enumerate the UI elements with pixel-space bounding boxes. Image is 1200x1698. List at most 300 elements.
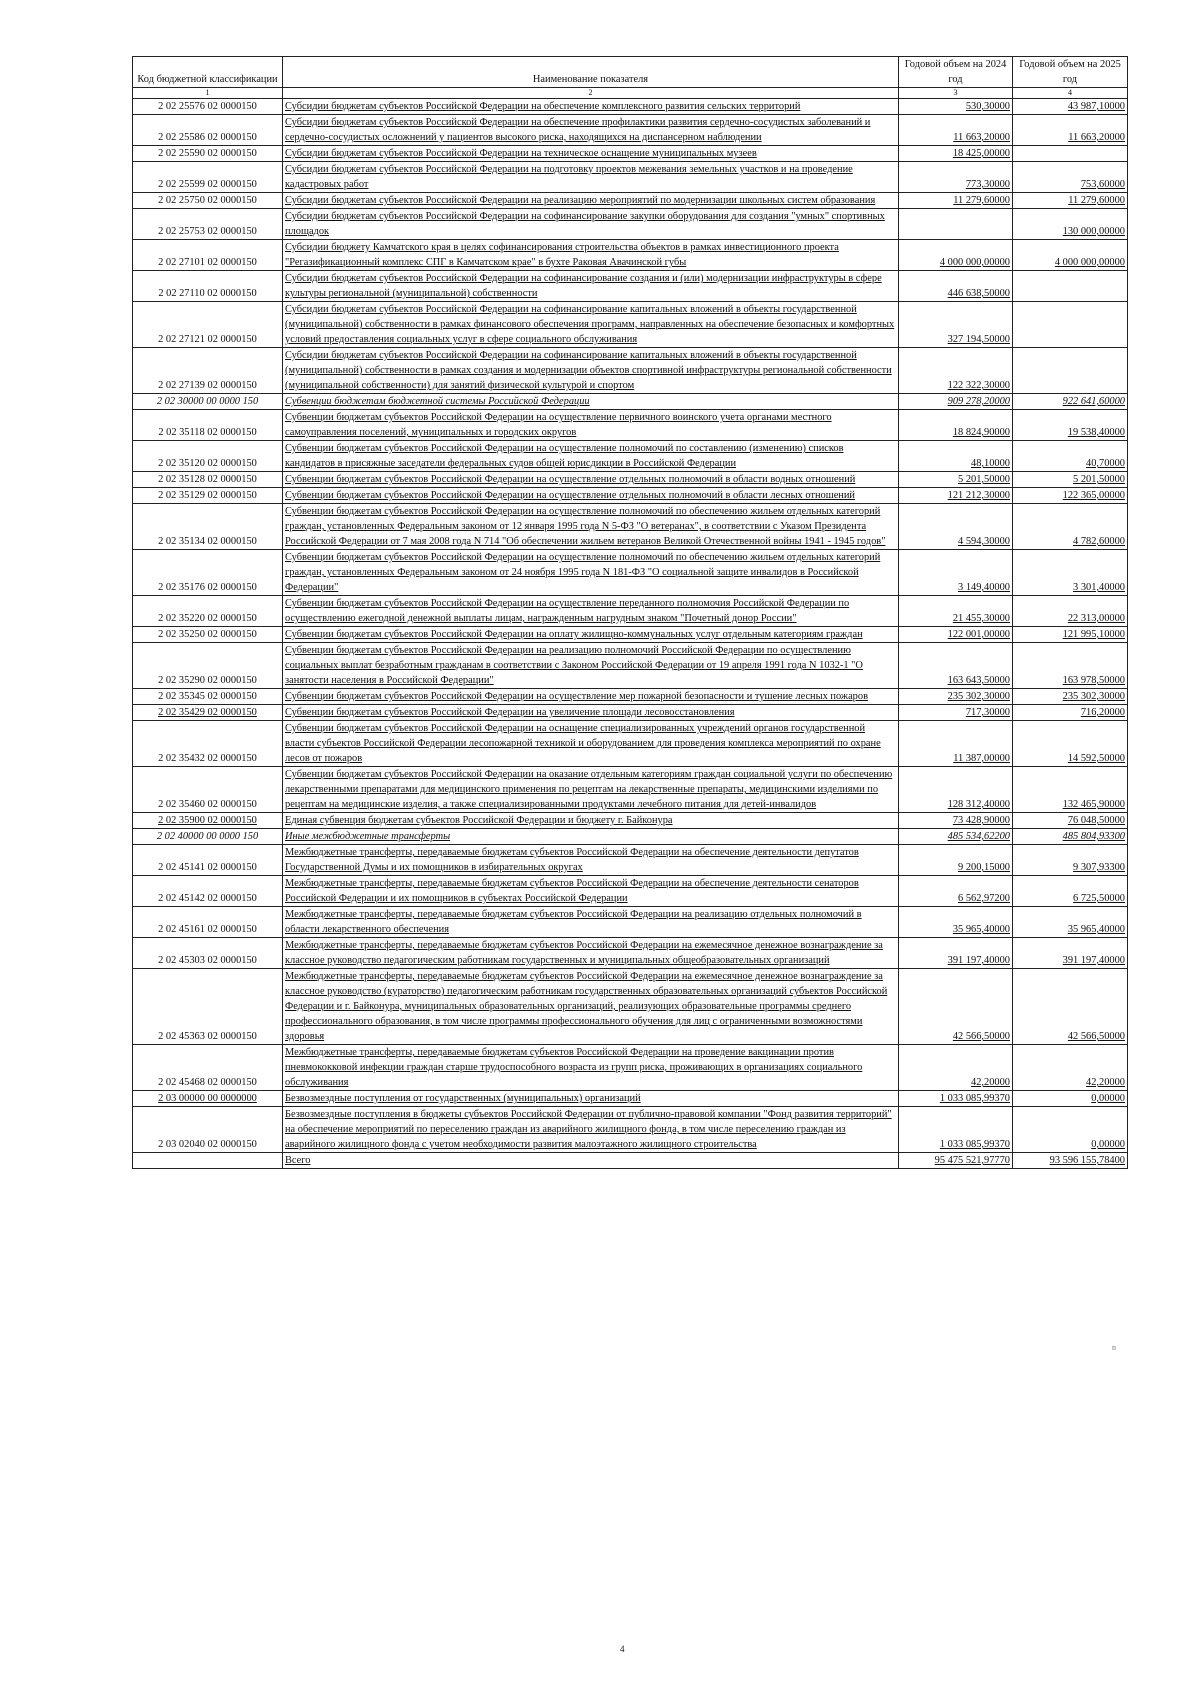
row-name-text: Субвенции бюджетам субъектов Российской Федерации на осуществление полномочий по составлению (изменению) списков кандидатов в присяжные заседатели федеральных судов общей юрисдикции в Российской Федерации — [285, 443, 844, 469]
row-code-cell — [133, 162, 283, 193]
row-2024-cell — [899, 705, 1013, 721]
row-2024-cell — [899, 302, 1013, 348]
row-2024-text: 73 428,90000 — [952, 815, 1010, 826]
row-code-cell — [133, 876, 283, 907]
table-row — [133, 845, 1128, 876]
row-2024-cell — [899, 813, 1013, 829]
row-code-text: 2 02 27121 02 0000150 — [158, 334, 257, 345]
row-code-cell — [133, 115, 283, 146]
row-name-cell — [283, 907, 899, 938]
row-2024-text: 773,30000 — [965, 179, 1010, 190]
row-2025-text: 5 201,50000 — [1073, 474, 1125, 485]
row-code-cell — [133, 1153, 283, 1169]
row-2025-text: 4 782,60000 — [1073, 536, 1125, 547]
row-name-text: Субсидии бюджетам субъектов Российской Федерации на софинансирование капитальных вложений в объекты государственной (муниципальной) собственности в рамках создания и модернизации объектов спортивной инфраструктуры региональной собственности (муниципальной собственности) для занятий физической культурой и спортом — [285, 350, 892, 391]
row-name-text: Субсидии бюджетам субъектов Российской Федерации на техническое оснащение муниципальных музеев — [285, 148, 757, 159]
row-name-text: Субсидии бюджетам субъектов Российской Федерации на обеспечение комплексного развития сельских территорий — [285, 101, 801, 112]
row-2024-text: 35 965,40000 — [952, 924, 1010, 935]
row-2025-text: 11 663,20000 — [1068, 132, 1125, 143]
row-code-text: 2 02 45468 02 0000150 — [158, 1077, 257, 1088]
column-number-3: 3 — [899, 88, 1013, 99]
row-2025-cell — [1013, 876, 1128, 907]
budget-table — [132, 56, 1128, 1169]
row-2024-text: 6 562,97200 — [958, 893, 1010, 904]
row-2024-text: 11 387,00000 — [953, 753, 1010, 764]
row-2024-text: 327 194,50000 — [947, 334, 1010, 345]
table-header-row — [133, 57, 1128, 88]
row-code-text: 2 02 45141 02 0000150 — [158, 862, 257, 873]
row-2025-cell — [1013, 441, 1128, 472]
row-2025-cell — [1013, 721, 1128, 767]
row-2025-text: 93 596 155,78400 — [1049, 1155, 1125, 1166]
row-name-text: Субсидии бюджету Камчатского края в целях софинансирования строительства объектов в рамках инвестиционного проекта "Регазификационный комплекс СПГ в Камчатском крае" в бухте Раковая Авачинской губы — [285, 242, 839, 268]
table-row — [133, 271, 1128, 302]
row-2025-cell — [1013, 162, 1128, 193]
row-name-cell — [283, 271, 899, 302]
row-code-text: 2 02 25590 02 0000150 — [158, 148, 257, 159]
row-name-text: Субвенции бюджетам субъектов Российской Федерации на осуществление отдельных полномочий в области водных отношений — [285, 474, 856, 485]
row-name-cell — [283, 829, 899, 845]
row-2025-cell — [1013, 348, 1128, 394]
row-name-cell — [283, 550, 899, 596]
row-name-text: Межбюджетные трансферты, передаваемые бюджетам субъектов Российской Федерации на реализацию отдельных полномочий в области лекарственного обеспечения — [285, 909, 862, 935]
row-code-text: 2 02 27101 02 0000150 — [158, 257, 257, 268]
row-2024-text: 446 638,50000 — [947, 288, 1010, 299]
row-name-text: Межбюджетные трансферты, передаваемые бюджетам субъектов Российской Федерации на ежемесячное денежное вознаграждение за классное руководство (кураторство) педагогическим работникам государственных образовательных организаций субъектов Российской Федерации и г. Байконура, муниципальных образовательных организаций, реализующих образовательные программы среднего профессионального образования, в том числе программы профессионального обучения для лиц с ограниченными возможностями здоровья — [285, 971, 888, 1042]
row-2024-text: 121 212,30000 — [947, 490, 1010, 501]
row-2025-cell — [1013, 969, 1128, 1045]
row-code-text: 2 02 27139 02 0000150 — [158, 380, 257, 391]
row-2025-text: 0,00000 — [1091, 1139, 1125, 1150]
row-2025-cell — [1013, 689, 1128, 705]
row-name-text: Субсидии бюджетам субъектов Российской Федерации на софинансирование закупки оборудования для создания "умных" спортивных площадок — [285, 211, 885, 237]
row-name-cell — [283, 689, 899, 705]
row-2025-cell — [1013, 938, 1128, 969]
row-2024-text: 42 566,50000 — [952, 1031, 1010, 1042]
table-row — [133, 627, 1128, 643]
row-name-text: Межбюджетные трансферты, передаваемые бюджетам субъектов Российской Федерации на проведение вакцинации против пневмококковой инфекции граждан старше трудоспособного возраста из групп риска, проживающих в организациях социального обслуживания — [285, 1047, 863, 1088]
row-code-cell — [133, 504, 283, 550]
row-2025-text: 43 987,10000 — [1067, 101, 1125, 112]
page-number: 4 — [620, 1644, 625, 1654]
row-2025-cell — [1013, 146, 1128, 162]
table-row — [133, 472, 1128, 488]
row-2025-cell — [1013, 1045, 1128, 1091]
row-name-text: Субвенции бюджетам субъектов Российской Федерации на увеличение площади лесовосстановления — [285, 707, 735, 718]
row-name-cell — [283, 596, 899, 627]
row-2024-cell — [899, 907, 1013, 938]
table-row — [133, 767, 1128, 813]
row-code-text: 2 02 35118 02 0000150 — [158, 427, 257, 438]
row-2024-text: 717,30000 — [965, 707, 1010, 718]
row-2024-cell — [899, 1045, 1013, 1091]
row-2025-text: 716,20000 — [1080, 707, 1125, 718]
row-2025-cell — [1013, 209, 1128, 240]
row-code-cell — [133, 689, 283, 705]
row-code-cell — [133, 705, 283, 721]
row-name-cell — [283, 240, 899, 271]
row-code-cell — [133, 410, 283, 441]
row-2024-text: 530,30000 — [965, 101, 1010, 112]
row-name-cell — [283, 813, 899, 829]
row-code-text: 2 02 30000 00 0000 150 — [156, 396, 259, 407]
row-name-text: Субвенции бюджетам бюджетной системы Российской Федерации — [285, 396, 590, 407]
row-2025-text: 163 978,50000 — [1062, 675, 1125, 686]
row-name-text: Субвенции бюджетам субъектов Российской Федерации на осуществление переданного полномочия Российской Федерации по осуществлению ежегодной денежной выплаты лицам, награжденным нагрудным знаком "Почетный донор России" — [285, 598, 850, 624]
row-name-text: Иные межбюджетные трансферты — [285, 831, 451, 842]
row-name-text: Единая субвенция бюджетам субъектов Российской Федерации и бюджету г. Байконура — [285, 815, 673, 826]
row-2024-cell — [899, 240, 1013, 271]
column-number-4: 4 — [1013, 88, 1128, 99]
row-name-cell — [283, 627, 899, 643]
row-code-text: 2 02 45363 02 0000150 — [158, 1031, 257, 1042]
row-2024-text: 18 425,00000 — [952, 148, 1010, 159]
table-row — [133, 348, 1128, 394]
row-code-cell — [133, 271, 283, 302]
table-row — [133, 209, 1128, 240]
table-body — [133, 99, 1128, 1169]
row-2025-cell — [1013, 627, 1128, 643]
row-2024-text: 48,10000 — [971, 458, 1010, 469]
row-2025-cell — [1013, 705, 1128, 721]
row-2024-cell — [899, 1091, 1013, 1107]
row-2025-text: 121 995,10000 — [1062, 629, 1125, 640]
row-name-cell — [283, 1107, 899, 1153]
row-2025-text: 130 000,00000 — [1062, 226, 1125, 237]
row-name-cell — [283, 146, 899, 162]
row-code-text: 2 02 35129 02 0000150 — [158, 490, 257, 501]
row-2025-cell — [1013, 410, 1128, 441]
row-name-cell — [283, 1045, 899, 1091]
row-code-cell — [133, 394, 283, 410]
table-row — [133, 721, 1128, 767]
row-name-text: Субвенции бюджетам субъектов Российской Федерации на оснащение специализированных учреждений органов государственной власти субъектов Российской Федерации лесопожарной техникой и оборудованием для проведения комплекса мероприятий по охране лесов от пожаров — [285, 723, 881, 764]
row-code-text: 2 02 35429 02 0000150 — [158, 707, 257, 718]
row-2025-text: 0,00000 — [1091, 1093, 1125, 1104]
row-code-cell — [133, 441, 283, 472]
table-row — [133, 1153, 1128, 1169]
row-code-cell — [133, 472, 283, 488]
row-2024-text: 163 643,50000 — [947, 675, 1010, 686]
row-2024-text: 128 312,40000 — [947, 799, 1010, 810]
row-name-text: Межбюджетные трансферты, передаваемые бюджетам субъектов Российской Федерации на ежемесячное денежное вознаграждение за классное руководство педагогическим работникам государственных и муниципальных общеобразовательных организаций — [285, 940, 883, 966]
row-2024-cell — [899, 209, 1013, 240]
row-name-cell — [283, 302, 899, 348]
row-2024-cell — [899, 969, 1013, 1045]
row-2024-cell — [899, 550, 1013, 596]
row-2025-text: 3 301,40000 — [1073, 582, 1125, 593]
header-2024-column: Годовой объем на 2024 год — [899, 57, 1013, 88]
row-2025-cell — [1013, 813, 1128, 829]
row-name-text: Межбюджетные трансферты, передаваемые бюджетам субъектов Российской Федерации на обеспечение деятельности сенаторов Российской Федерации и их помощников в субъектах Российской Федерации — [285, 878, 859, 904]
row-code-cell — [133, 1107, 283, 1153]
row-code-cell — [133, 488, 283, 504]
row-2025-cell — [1013, 488, 1128, 504]
row-code-cell — [133, 1045, 283, 1091]
table-row — [133, 938, 1128, 969]
row-2024-text: 5 201,50000 — [958, 474, 1010, 485]
row-2024-text: 21 455,30000 — [952, 613, 1010, 624]
header-code-column: Код бюджетной классификации — [133, 57, 283, 88]
row-2025-text: 42,20000 — [1086, 1077, 1125, 1088]
row-2024-cell — [899, 146, 1013, 162]
row-name-cell — [283, 1153, 899, 1169]
row-name-text: Субвенции бюджетам субъектов Российской Федерации на осуществление мер пожарной безопасности и тушение лесных пожаров — [285, 691, 868, 702]
table-row — [133, 488, 1128, 504]
table-row — [133, 410, 1128, 441]
row-name-cell — [283, 938, 899, 969]
row-2024-cell — [899, 643, 1013, 689]
row-code-cell — [133, 1091, 283, 1107]
row-name-cell — [283, 876, 899, 907]
row-2024-text: 122 001,00000 — [947, 629, 1010, 640]
table-row — [133, 705, 1128, 721]
row-code-cell — [133, 209, 283, 240]
row-code-text: 2 02 35128 02 0000150 — [158, 474, 257, 485]
row-2024-cell — [899, 627, 1013, 643]
row-code-text: 2 02 25599 02 0000150 — [158, 179, 257, 190]
row-2025-cell — [1013, 1107, 1128, 1153]
header-name-column: Наименование показателя — [283, 57, 899, 88]
row-2024-text: 1 033 085,99370 — [939, 1139, 1010, 1150]
row-2025-text: 11 279,60000 — [1068, 195, 1125, 206]
row-2024-cell — [899, 938, 1013, 969]
row-2024-text: 4 594,30000 — [958, 536, 1010, 547]
header-2025-column: Годовой объем на 2025 год — [1013, 57, 1128, 88]
table-row — [133, 596, 1128, 627]
table-row — [133, 1107, 1128, 1153]
row-name-cell — [283, 969, 899, 1045]
row-code-text: 2 02 25576 02 0000150 — [158, 101, 257, 112]
row-2025-cell — [1013, 596, 1128, 627]
table-row — [133, 1091, 1128, 1107]
table-row — [133, 504, 1128, 550]
row-code-cell — [133, 627, 283, 643]
row-code-text: 2 02 25753 02 0000150 — [158, 226, 257, 237]
table-row — [133, 394, 1128, 410]
row-name-text: Субсидии бюджетам субъектов Российской Федерации на подготовку проектов межевания земельных участков и на проведение кадастровых работ — [285, 164, 853, 190]
table-row — [133, 240, 1128, 271]
row-2025-cell — [1013, 1153, 1128, 1169]
row-name-cell — [283, 488, 899, 504]
row-2024-text: 9 200,15000 — [958, 862, 1010, 873]
row-2025-text: 122 365,00000 — [1062, 490, 1125, 501]
row-2024-text: 3 149,40000 — [958, 582, 1010, 593]
row-code-cell — [133, 938, 283, 969]
row-code-text: 2 02 35345 02 0000150 — [158, 691, 257, 702]
row-name-text: Субвенции бюджетам субъектов Российской Федерации на осуществление полномочий по обеспечению жильем отдельных категорий граждан, установленных Федеральным законом от 24 ноября 1995 года N 181-ФЗ "О социальной защите инвалидов в Российской Федерации" — [285, 552, 881, 593]
row-2025-cell — [1013, 99, 1128, 115]
row-code-text: 2 02 35176 02 0000150 — [158, 582, 257, 593]
row-2025-text: 22 313,00000 — [1067, 613, 1125, 624]
row-2025-cell — [1013, 767, 1128, 813]
table-row — [133, 441, 1128, 472]
table-row — [133, 813, 1128, 829]
row-2024-cell — [899, 1107, 1013, 1153]
row-code-text: 2 02 40000 00 0000 150 — [156, 831, 259, 842]
row-2024-text: 11 663,20000 — [953, 132, 1010, 143]
row-code-cell — [133, 907, 283, 938]
row-2025-cell — [1013, 302, 1128, 348]
row-2025-text: 132 465,90000 — [1062, 799, 1125, 810]
row-code-cell — [133, 813, 283, 829]
table-row — [133, 146, 1128, 162]
row-2025-text: 76 048,50000 — [1067, 815, 1125, 826]
row-code-text: 2 02 35900 02 0000150 — [158, 815, 257, 826]
row-2024-cell — [899, 721, 1013, 767]
row-name-text: Безвозмездные поступления в бюджеты субъектов Российской Федерации от публично-правовой компании "Фонд развития территорий" на обеспечение мероприятий по переселению граждан из аварийного жилищного фонда, в том числе переселению граждан из аварийного жилищного фонда с учетом необходимости развития малоэтажного жилищного строительства — [285, 1109, 892, 1150]
row-2024-cell — [899, 689, 1013, 705]
table-row — [133, 162, 1128, 193]
row-name-text: Субвенции бюджетам субъектов Российской Федерации на оказание отдельным категориям граждан социальной услуги по обеспечению лекарственными препаратами для медицинского применения по рецептам на лекарственные препараты, медицинскими изделиями по рецептам на медицинские изделия, а также специализированными продуктами лечебного питания для детей-инвалидов — [285, 769, 893, 810]
row-2024-cell — [899, 410, 1013, 441]
row-2025-text: 6 725,50000 — [1073, 893, 1125, 904]
row-name-cell — [283, 705, 899, 721]
row-2024-cell — [899, 394, 1013, 410]
row-name-cell — [283, 845, 899, 876]
row-code-cell — [133, 302, 283, 348]
row-2024-text: 11 279,60000 — [953, 195, 1010, 206]
row-2025-cell — [1013, 193, 1128, 209]
row-name-cell — [283, 162, 899, 193]
row-name-cell — [283, 643, 899, 689]
row-code-text: 2 03 00000 00 0000000 — [158, 1093, 257, 1104]
row-2025-cell — [1013, 240, 1128, 271]
row-2024-cell — [899, 472, 1013, 488]
row-name-text: Безвозмездные поступления от государственных (муниципальных) организаций — [285, 1093, 641, 1104]
row-code-cell — [133, 767, 283, 813]
row-code-text: 2 02 35290 02 0000150 — [158, 675, 257, 686]
row-2024-cell — [899, 162, 1013, 193]
row-code-cell — [133, 348, 283, 394]
table-row — [133, 99, 1128, 115]
row-name-cell — [283, 394, 899, 410]
table-row — [133, 550, 1128, 596]
row-code-cell — [133, 193, 283, 209]
row-code-text: 2 02 27110 02 0000150 — [158, 288, 257, 299]
row-2024-text: 391 197,40000 — [947, 955, 1010, 966]
row-2025-text: 42 566,50000 — [1067, 1031, 1125, 1042]
row-2024-cell — [899, 829, 1013, 845]
row-code-cell — [133, 550, 283, 596]
row-name-cell — [283, 1091, 899, 1107]
row-2025-text: 9 307,93300 — [1073, 862, 1125, 873]
row-name-cell — [283, 441, 899, 472]
row-name-text: Субвенции бюджетам субъектов Российской Федерации на оплату жилищно-коммунальных услуг отдельным категориям граждан — [285, 629, 863, 640]
row-code-text: 2 02 45142 02 0000150 — [158, 893, 257, 904]
row-2024-cell — [899, 596, 1013, 627]
row-2025-cell — [1013, 115, 1128, 146]
table-column-numbers-row — [133, 88, 1128, 99]
row-2025-cell — [1013, 394, 1128, 410]
table-row — [133, 829, 1128, 845]
row-2024-text: 909 278,20000 — [947, 396, 1010, 407]
row-2024-text: 4 000 000,00000 — [939, 257, 1010, 268]
row-name-text: Всего — [285, 1155, 311, 1166]
row-code-text: 2 02 35220 02 0000150 — [158, 613, 257, 624]
row-2024-cell — [899, 488, 1013, 504]
row-2024-cell — [899, 271, 1013, 302]
row-code-text: 2 02 35432 02 0000150 — [158, 753, 257, 764]
row-code-text: 2 03 02040 02 0000150 — [158, 1139, 257, 1150]
row-2025-cell — [1013, 1091, 1128, 1107]
table-row — [133, 689, 1128, 705]
row-2024-text: 1 033 085,99370 — [939, 1093, 1010, 1104]
row-name-text: Субсидии бюджетам субъектов Российской Федерации на реализацию мероприятий по модернизации школьных систем образования — [285, 195, 876, 206]
table-row — [133, 1045, 1128, 1091]
row-code-cell — [133, 829, 283, 845]
column-number-2: 2 — [283, 88, 899, 99]
row-2024-cell — [899, 767, 1013, 813]
row-name-cell — [283, 767, 899, 813]
row-name-cell — [283, 209, 899, 240]
row-2024-text: 95 475 521,97770 — [934, 1155, 1010, 1166]
column-number-1: 1 — [133, 88, 283, 99]
row-2024-cell — [899, 504, 1013, 550]
row-name-cell — [283, 348, 899, 394]
row-name-text: Субвенции бюджетам субъектов Российской Федерации на осуществление первичного воинского учета органами местного самоуправления поселений, муниципальных и городских округов — [285, 412, 832, 438]
row-2025-text: 391 197,40000 — [1062, 955, 1125, 966]
row-code-cell — [133, 721, 283, 767]
row-name-text: Межбюджетные трансферты, передаваемые бюджетам субъектов Российской Федерации на обеспечение деятельности депутатов Государственной Думы и их помощников в избирательных округах — [285, 847, 859, 873]
row-2025-cell — [1013, 845, 1128, 876]
row-code-cell — [133, 643, 283, 689]
row-name-cell — [283, 472, 899, 488]
row-2025-text: 19 538,40000 — [1067, 427, 1125, 438]
row-name-cell — [283, 193, 899, 209]
row-2025-cell — [1013, 907, 1128, 938]
row-2025-text: 4 000 000,00000 — [1054, 257, 1125, 268]
row-2025-cell — [1013, 829, 1128, 845]
row-name-text: Субвенции бюджетам субъектов Российской Федерации на осуществление полномочий по обеспечению жильем отдельных категорий граждан, установленных Федеральным законом от 12 января 1995 года N 5-ФЗ "О ветеранах", в соответствии с Указом Президента Российской Федерации от 7 мая 2008 года N 714 "Об обеспечении жильем ветеранов Великой Отечественной войны 1941 - 1945 годов" — [285, 506, 886, 547]
row-2025-text: 235 302,30000 — [1062, 691, 1125, 702]
row-name-text: Субсидии бюджетам субъектов Российской Федерации на софинансирование создания и (или) модернизации инфраструктуры в сфере культуры региональной (муниципальной) собственности — [285, 273, 882, 299]
row-2025-text: 485 804,93300 — [1062, 831, 1125, 842]
row-name-cell — [283, 115, 899, 146]
row-2025-cell — [1013, 271, 1128, 302]
row-code-text: 2 02 25586 02 0000150 — [158, 132, 257, 143]
row-name-text: Субсидии бюджетам субъектов Российской Федерации на софинансирование капитальных вложений в объекты государственной (муниципальной) собственности в рамках финансового обеспечения программ, направленных на обеспечение безопасных и комфортных условий предоставления социальных услуг в сфере социального обслуживания — [285, 304, 895, 345]
row-2024-cell — [899, 845, 1013, 876]
row-code-text: 2 02 35460 02 0000150 — [158, 799, 257, 810]
row-2024-cell — [899, 193, 1013, 209]
row-2024-cell — [899, 348, 1013, 394]
row-2024-text: 485 534,62200 — [947, 831, 1010, 842]
row-name-text: Субсидии бюджетам субъектов Российской Федерации на обеспечение профилактики развития сердечно-сосудистых заболеваний и сердечно-сосудистых осложнений у пациентов высокого риска, находящихся на диспансерном наблюдении — [285, 117, 871, 143]
row-name-text: Субвенции бюджетам субъектов Российской Федерации на реализацию полномочий Российской Федерации по осуществлению социальных выплат безработным гражданам в соответствии с Законом Российской Федерации от 19 апреля 1991 года N 1032-1 "О занятости населения в Российской Федерации" — [285, 645, 863, 686]
row-2024-cell — [899, 1153, 1013, 1169]
row-name-cell — [283, 410, 899, 441]
row-code-text: 2 02 25750 02 0000150 — [158, 195, 257, 206]
row-2024-text: 18 824,90000 — [952, 427, 1010, 438]
row-code-text: 2 02 35250 02 0000150 — [158, 629, 257, 640]
table-row — [133, 907, 1128, 938]
row-2025-cell — [1013, 504, 1128, 550]
row-name-cell — [283, 504, 899, 550]
row-2025-text: 35 965,40000 — [1067, 924, 1125, 935]
row-2025-text: 40,70000 — [1086, 458, 1125, 469]
row-code-cell — [133, 845, 283, 876]
table-row — [133, 969, 1128, 1045]
row-2025-cell — [1013, 472, 1128, 488]
row-2024-cell — [899, 99, 1013, 115]
table-row — [133, 193, 1128, 209]
row-2024-cell — [899, 115, 1013, 146]
row-2025-text: 14 592,50000 — [1067, 753, 1125, 764]
row-code-text: 2 02 35120 02 0000150 — [158, 458, 257, 469]
table-row — [133, 643, 1128, 689]
row-2025-text: 922 641,60000 — [1062, 396, 1125, 407]
